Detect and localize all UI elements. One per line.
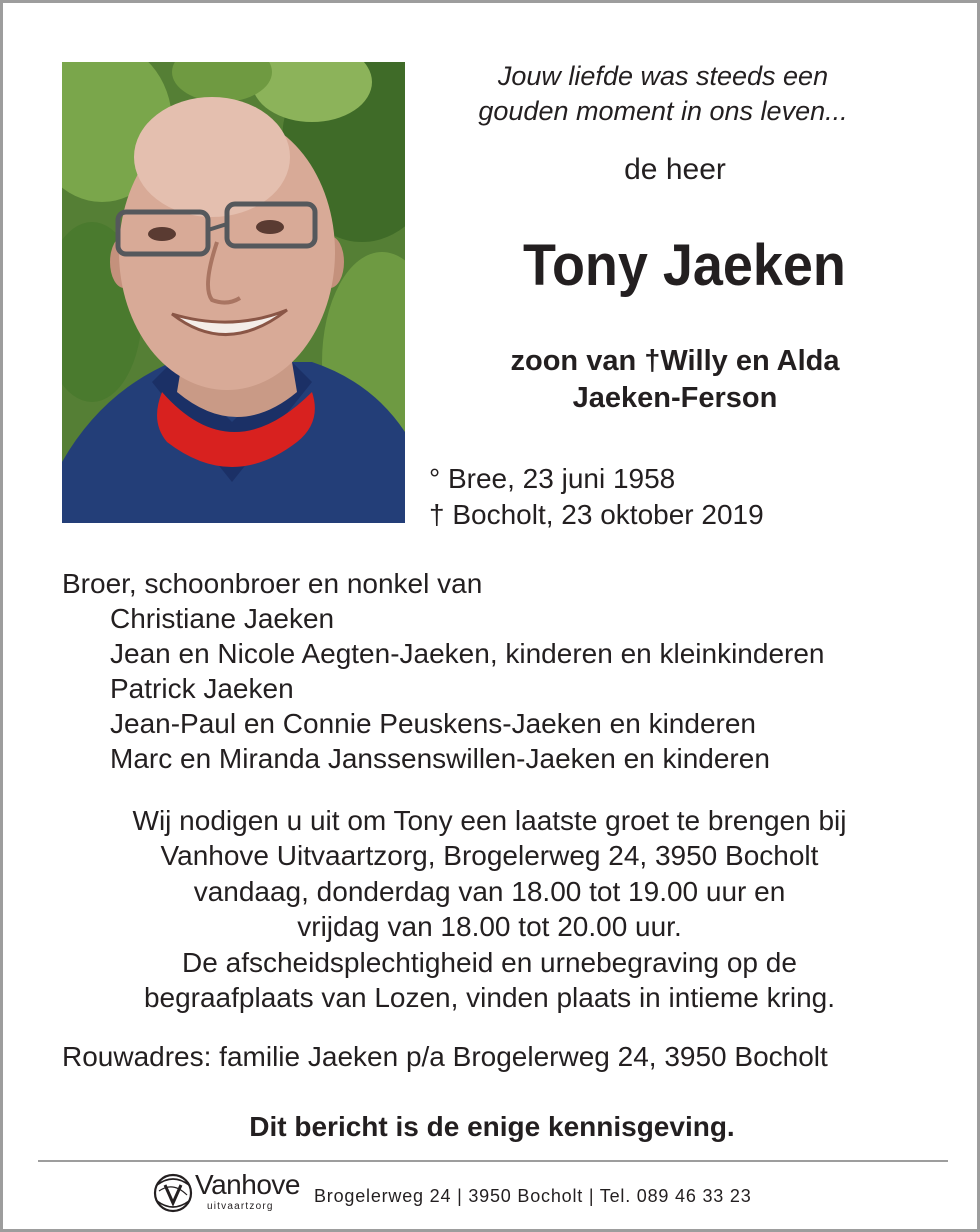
invitation-line: vandaag, donderdag van 18.00 tot 19.00 uur en [193, 875, 786, 907]
honorific: de heer [624, 153, 726, 186]
logo-subtitle: uitvaartzorg [207, 1201, 274, 1212]
list-item: Marc en Miranda Janssenswillen-Jaeken en kinderen [110, 743, 770, 774]
relatives-list [62, 601, 942, 776]
parents-line-2: Jaeken-Ferson [572, 382, 778, 414]
birth-date: ° Bree, 23 juni 1958 [429, 463, 676, 494]
footer [151, 1167, 851, 1217]
notice-statement: Dit bericht is de enige kennisgeving. [249, 1111, 735, 1142]
mourning-address: Rouwadres: familie Jaeken p/a Brogelerweg 24, 3950 Bocholt [62, 1041, 828, 1072]
list-item: Patrick Jaeken [110, 673, 294, 704]
list-item: Jean-Paul en Connie Peuskens-Jaeken en kinderen [110, 708, 756, 739]
invitation-line: vrijdag van 18.00 tot 20.00 uur. [297, 911, 682, 943]
footer-contact: Brogelerweg 24 | 3950 Bocholt | Tel. 089 46 33 23 [314, 1186, 752, 1206]
invitation-line: begraafplaats van Lozen, vinden plaats in intieme kring. [143, 982, 836, 1014]
vanhove-logo-icon [151, 1171, 195, 1215]
portrait-illustration [62, 62, 405, 523]
invitation-line: Vanhove Uitvaartzorg, Brogelerweg 24, 3950 Bocholt [160, 840, 819, 872]
invitation-line: De afscheidsplechtigheid en urnebegraving op de [182, 946, 797, 978]
life-dates [429, 461, 849, 533]
quote-line-1: Jouw liefde was steeds een [497, 61, 829, 91]
relatives-block [62, 566, 942, 776]
footer-divider [38, 1160, 948, 1162]
logo-wordmark: Vanhove [195, 1169, 300, 1200]
list-item: Christiane Jaeken [110, 603, 335, 634]
relatives-intro: Broer, schoonbroer en nonkel van [62, 568, 483, 599]
list-item: Jean en Nicole Aegten-Jaeken, kinderen en kleinkinderen [110, 638, 825, 669]
invitation-block [62, 803, 917, 1015]
portrait-photo [62, 62, 405, 523]
deceased-name: Tony Jaeken [523, 233, 846, 298]
parents-block [433, 343, 917, 417]
invitation-line: Wij nodigen u uit om Tony een laatste groet te brengen bij [132, 805, 847, 836]
memorial-quote [433, 59, 893, 129]
death-date: † Bocholt, 23 oktober 2019 [429, 499, 764, 530]
quote-line-2: gouden moment in ons leven... [478, 96, 848, 126]
parents-line-1: zoon van †Willy en Alda [510, 345, 840, 377]
